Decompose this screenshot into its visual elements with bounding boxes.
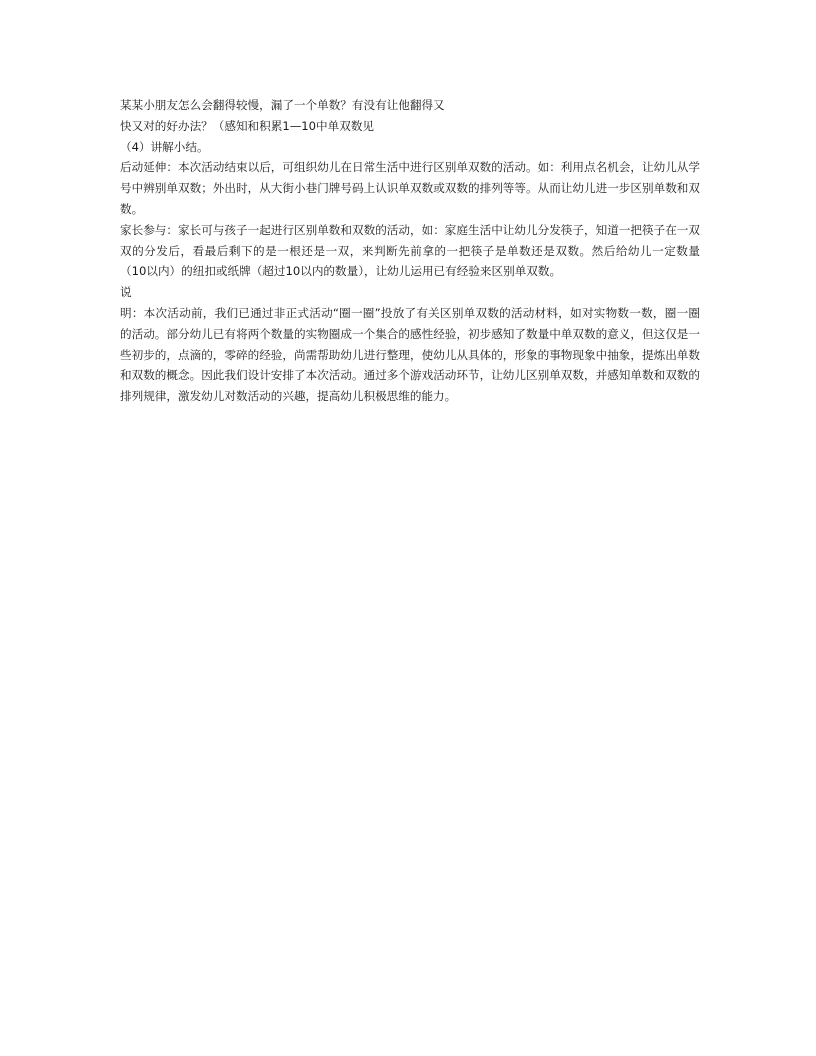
note-label: 说 <box>120 285 132 300</box>
text-line-summary: （4）讲解小结。 <box>120 139 209 154</box>
document-body <box>120 95 700 407</box>
paragraph-activity-extension: 后动延伸：本次活动结束以后，可组织幼儿在日常生活中进行区别单双数的活动。如：利用点名机会，让幼儿从学号中辨别单双数；外出时，从大街小巷门牌号码上认识单双数或双数的排列等等。从而让幼儿进一步区别单数和双数。 <box>120 160 700 216</box>
text-line-question: 某某小朋友怎么会翻得较慢，漏了一个单数？有没有让他翻得又 <box>120 98 445 112</box>
text-line-question-cont: 快又对的好办法？（感知和积累1—10中单双数见 <box>120 118 375 133</box>
paragraph-explanation: 明：本次活动前，我们已通过非正式活动“圈一圈”投放了有关区别单双数的活动材料，如对实物数一数，圈一圈的活动。部分幼儿已有将两个数量的实物圈成一个集合的感性经验，初步感知了数量中单双数的意义，但这仅是一些初步的，点滴的，零碎的经验，尚需帮助幼儿进行整理，使幼儿从具体的，形象的事物现象中抽象，提炼出单数和双数的概念。因此我们设计安排了本次活动。通过多个游戏活动环节，让幼儿区别单双数，并感知单数和双数的排列规律，激发幼儿对数活动的兴趣，提高幼儿积极思维的能力。 <box>120 305 700 404</box>
paragraph-parent-participation: 家长参与：家长可与孩子一起进行区别单数和双数的活动，如：家庭生活中让幼儿分发筷子，知道一把筷子在一双双的分发后，看最后剩下的是一根还是一双，来判断先前拿的一把筷子是单数还是双数。然后给幼儿一定数量（10以内）的纽扣或纸牌（超过10以内的数量），让幼儿运用已有经验来区别单双数。 <box>120 222 700 279</box>
